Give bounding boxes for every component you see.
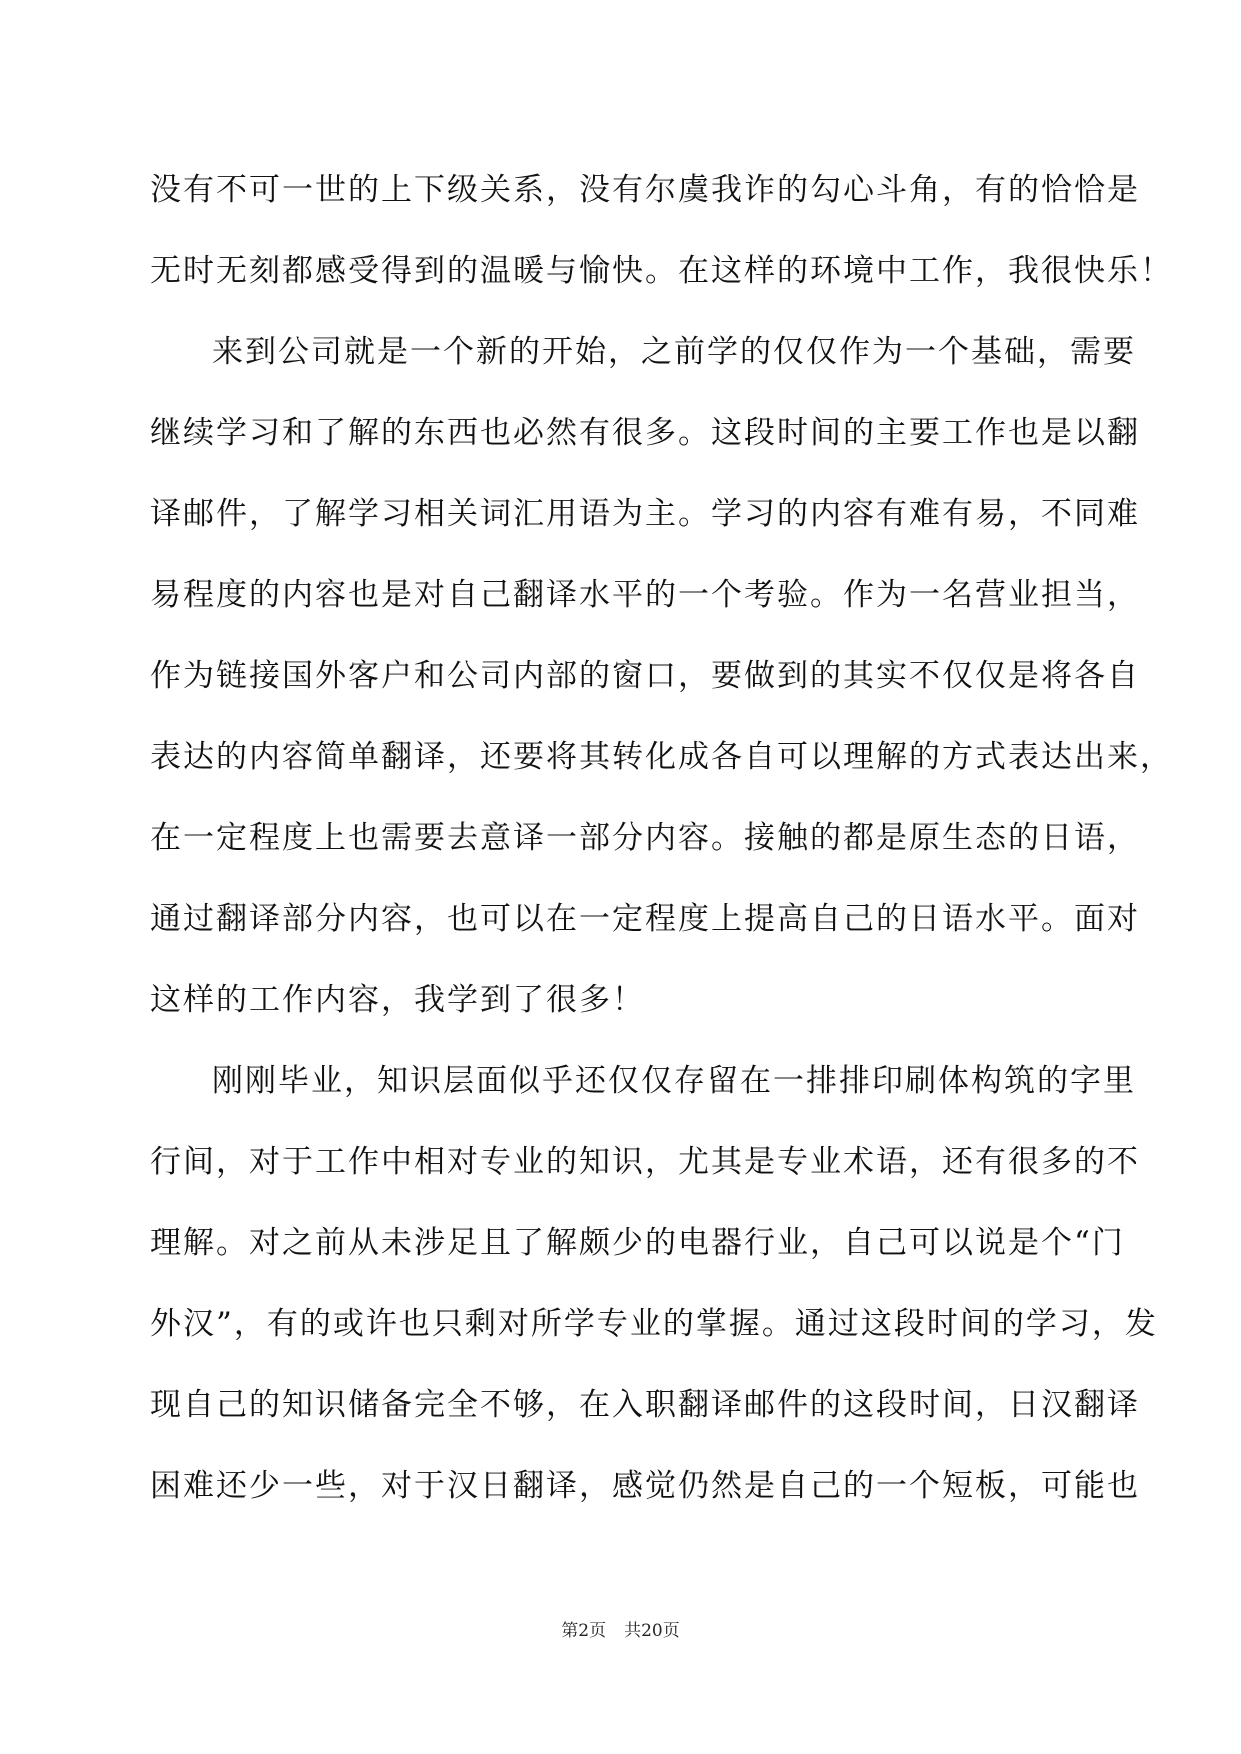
- text-line: 困难还少一些，对于汉日翻译，感觉仍然是自己的一个短板，可能也: [150, 1468, 1140, 1504]
- text-line: 没有不可一世的上下级关系，没有尔虞我诈的勾心斗角，有的恰恰是: [150, 172, 1140, 208]
- page-number: 第2页: [561, 1621, 607, 1641]
- text-line: 理解。对之前从未涉足且了解颇少的电器行业，自己可以说是个“门: [150, 1225, 1125, 1261]
- paragraph-start-line: 刚刚毕业，知识层面似乎还仅仅存留在一排排印刷体构筑的字里: [212, 1063, 1136, 1099]
- page-footer: [0, 1620, 1241, 1642]
- text-line: 作为链接国外客户和公司内部的窗口，要做到的其实不仅仅是将各自: [150, 658, 1140, 694]
- document-body: [150, 162, 1173, 1539]
- text-line: 继续学习和了解的东西也必然有很多。这段时间的主要工作也是以翻: [150, 415, 1140, 451]
- text-line: 易程度的内容也是对自己翻译水平的一个考验。作为一名营业担当，: [150, 577, 1140, 613]
- text-line: 表达的内容简单翻译，还要将其转化成各自可以理解的方式表达出来，: [150, 739, 1173, 775]
- text-line: 在一定程度上也需要去意译一部分内容。接触的都是原生态的日语，: [150, 820, 1140, 856]
- text-line: 这样的工作内容，我学到了很多！: [150, 982, 645, 1018]
- text-line: 译邮件，了解学习相关词汇用语为主。学习的内容有难有易，不同难: [150, 496, 1140, 532]
- text-line: 外汉”，有的或许也只剩对所学专业的掌握。通过这段时间的学习，发: [150, 1306, 1158, 1342]
- paragraph-start-line: 来到公司就是一个新的开始，之前学的仅仅作为一个基础，需要: [212, 334, 1136, 370]
- text-line: 现自己的知识储备完全不够，在入职翻译邮件的这段时间，日汉翻译: [150, 1387, 1140, 1423]
- text-line: 行间，对于工作中相对专业的知识，尤其是专业术语，还有很多的不: [150, 1144, 1140, 1180]
- page-total: 共20页: [624, 1621, 680, 1641]
- text-line: 通过翻译部分内容，也可以在一定程度上提高自己的日语水平。面对: [150, 901, 1140, 937]
- text-line: 无时无刻都感受得到的温暖与愉快。在这样的环境中工作，我很快乐！: [150, 253, 1173, 289]
